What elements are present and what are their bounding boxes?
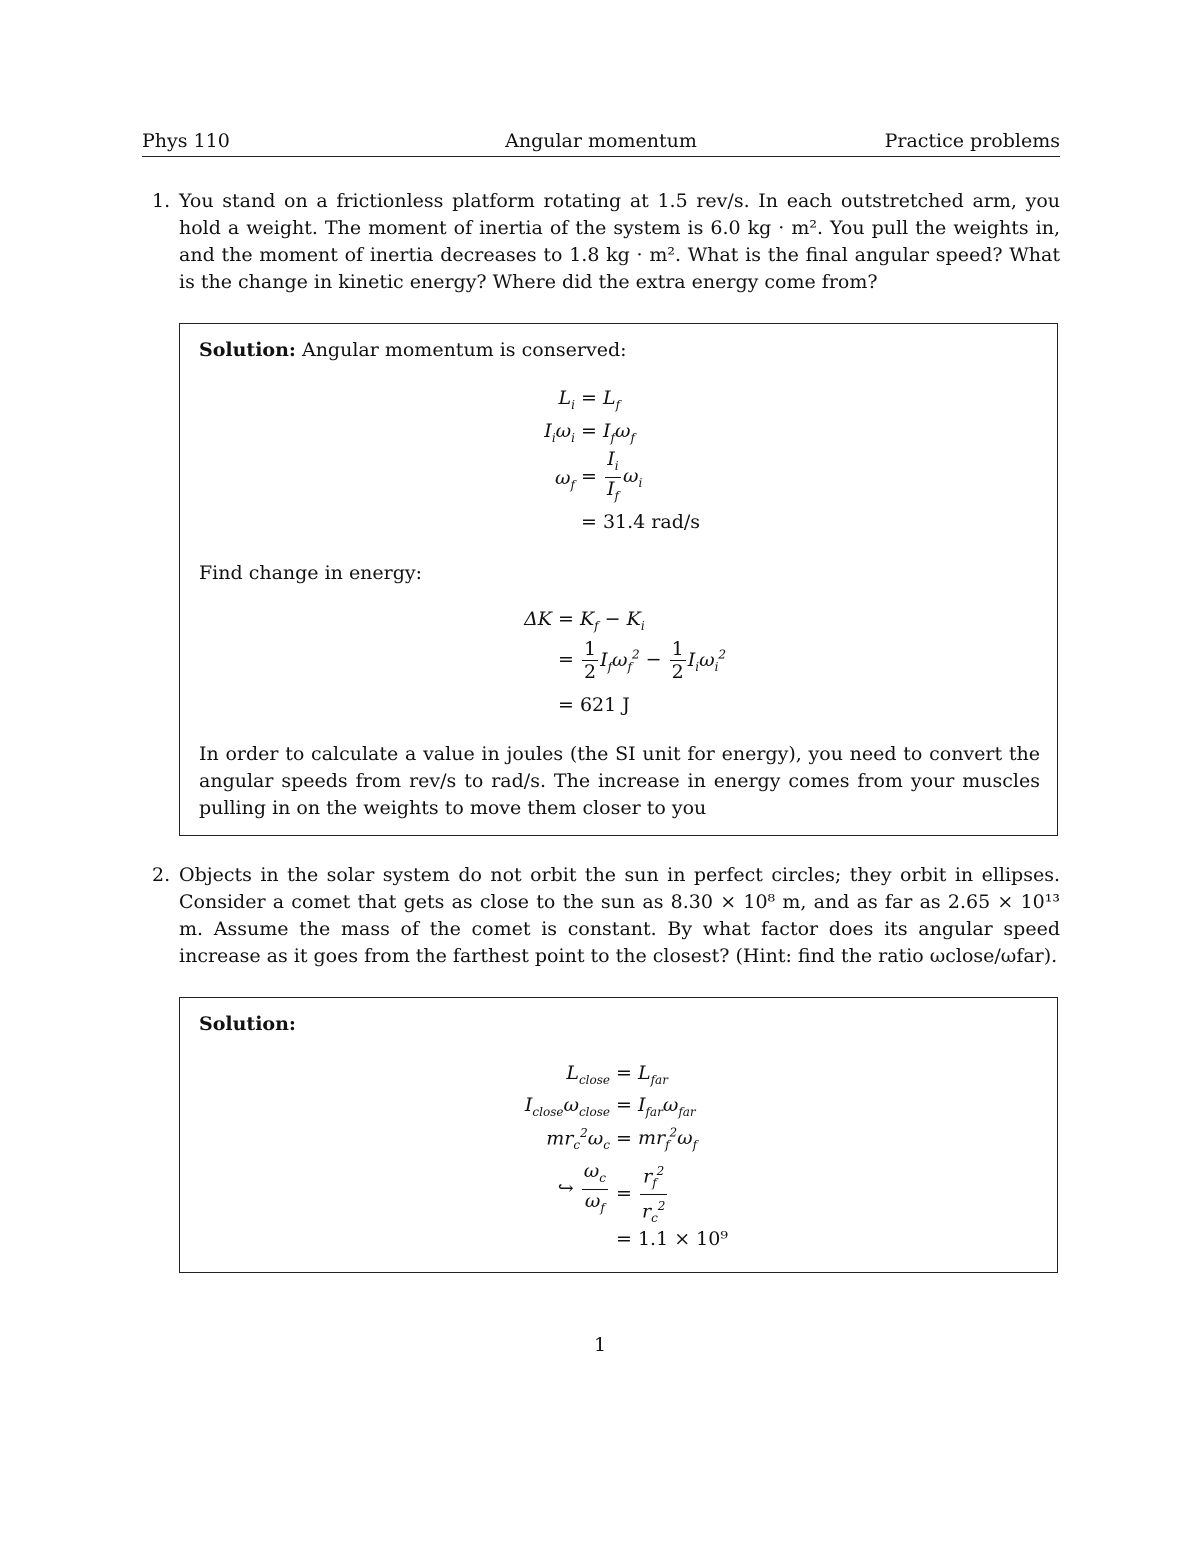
page-header xyxy=(142,128,1060,157)
eq1-lhs: $L_i$ xyxy=(558,387,575,412)
eq4-lhs: ΔK xyxy=(524,608,552,630)
eq2-rhs: = $I_f\omega_f$ xyxy=(581,420,635,445)
header-course: Phys 110 xyxy=(142,130,230,152)
eq5-rhs: = $\frac{1}{2}$ $I_f\omega_f^2$ − $\frac{1}{2}$ $I_i\omega_i^2$ xyxy=(558,638,727,683)
eq6-lhs: $L_{close}$ xyxy=(566,1062,610,1087)
eq4-rhs: = $K_f - K_i$ xyxy=(558,608,645,633)
header-doc-type: Practice problems xyxy=(884,130,1060,152)
solution-2-heading xyxy=(199,1013,296,1035)
solution-1-label: Solution: xyxy=(199,339,296,361)
solution-2-box xyxy=(179,997,1058,1273)
eq1-rhs: = $L_f$ xyxy=(581,387,621,412)
problem-1-number: 1. xyxy=(152,190,171,212)
solution-1-explanation: In order to calculate a value in joules (the SI unit for energy), you need to convert the angular speeds from rev/s to rad/s. The increase in energy comes from your muscles pulling in on the weights to move them closer to you xyxy=(199,743,1040,819)
eq8-rhs: = $mr_f^2\omega_f$ xyxy=(616,1126,698,1153)
eq2-lhs: $I_i\omega_i$ xyxy=(544,420,575,445)
problem-2-number: 2. xyxy=(152,864,171,886)
eq9-rhs: = $\frac{r_f^2}{r_c^2}$ xyxy=(616,1164,666,1226)
solution-1-box xyxy=(179,323,1058,836)
problem-1-text: You stand on a frictionless platform rotating at 1.5 rev/s. In each outstretched arm, you hold a weight. The moment of inertia of the system is 6.0 kg · m². You pull the weights in, and the moment of inertia decreases to 1.8 kg · m². What is the final angular speed? What is the change in kinetic energy? Where did the extra energy come from? xyxy=(179,190,1060,293)
eq7-lhs: $I_{close}\omega_{close}$ xyxy=(524,1094,610,1119)
eq-result-speed: = 31.4 rad/s xyxy=(581,511,701,533)
eq9-lhs: ↪ $\frac{\omega_c}{\omega_f}$ xyxy=(557,1160,606,1215)
problem-2-text: Objects in the solar system do not orbit the sun in perfect circles; they orbit in ellipses. Consider a comet that gets as close to the sun as 8.30 × 10⁸ m, and as far as 2.65 × 10¹³ m. Assume the mass of the comet is constant. By what factor does its angular speed increase as it goes from the farthest point to the closest? (Hint: find the ratio ωclose/ωfar). xyxy=(179,864,1060,967)
eq7-rhs: = $I_{far}\omega_{far}$ xyxy=(616,1094,696,1119)
page-number: 1 xyxy=(593,1334,607,1356)
eq3-fraction: $\frac{I_i}{I_f}$ xyxy=(606,448,619,503)
header-topic: Angular momentum xyxy=(505,130,697,152)
eq-result-energy: = 621 J xyxy=(558,694,630,716)
solution-1-heading xyxy=(199,339,627,361)
eq8-lhs: $mr_c^2\omega_c$ xyxy=(546,1126,610,1153)
eq6-rhs: = $L_{far}$ xyxy=(616,1062,668,1087)
eq3-lhs: $\omega_f$ xyxy=(555,467,575,492)
eq3-rhs: = $\frac{I_i}{I_f}$ $\omega_i$ xyxy=(581,448,642,507)
solution-1-energy-intro: Find change in energy: xyxy=(199,562,423,584)
eq-result-factor: = 1.1 × 10⁹ xyxy=(616,1228,728,1250)
solution-2-label: Solution: xyxy=(199,1013,296,1035)
solution-1-intro: Angular momentum is conserved: xyxy=(301,339,627,361)
